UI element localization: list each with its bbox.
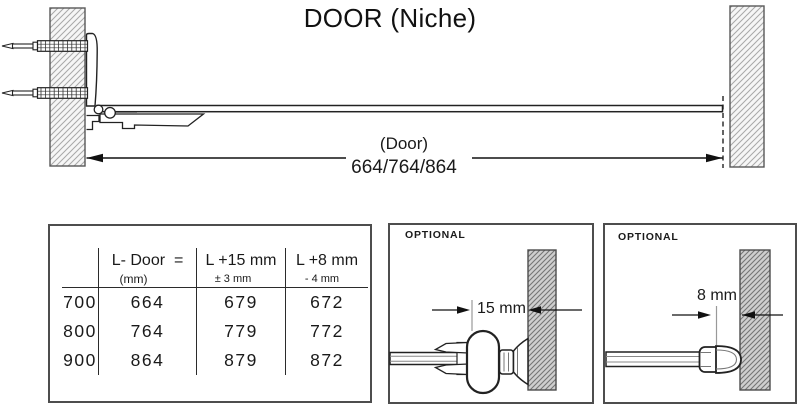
table-cell: 879 xyxy=(196,346,285,375)
table-header-l15: L +15 mm ± 3 mm xyxy=(196,248,285,288)
table-cell: 764 xyxy=(98,317,196,346)
table-header-empty xyxy=(62,248,98,288)
arrowhead-right-icon xyxy=(706,154,723,163)
screw-anchor-bottom xyxy=(2,88,88,99)
table-cell: 872 xyxy=(285,346,368,375)
table-cell: 772 xyxy=(285,317,368,346)
table-row-size: 900 xyxy=(63,350,97,370)
table-cell: 779 xyxy=(196,317,285,346)
hinge-clamp-plate xyxy=(100,114,204,129)
optional-label-8: OPTIONAL xyxy=(618,231,679,243)
optional-label-15: OPTIONAL xyxy=(405,229,466,241)
hinge-foot-bracket xyxy=(87,116,100,130)
page-title: DOOR (Niche) xyxy=(303,3,477,33)
hinge-screw-head xyxy=(105,108,116,119)
dimension-table-panel xyxy=(48,224,372,403)
table-header-l-door: L- Door = (mm) xyxy=(98,248,196,288)
screw-anchor-top xyxy=(2,41,88,52)
door-dimension-values: 664/764/864 xyxy=(351,157,457,178)
table-row-size: 700 xyxy=(63,292,97,312)
gap-dimension-8mm: 8 mm xyxy=(697,287,737,304)
gap-dimension-15mm: 15 mm xyxy=(477,300,526,317)
table-cell: 672 xyxy=(285,288,368,317)
table-cell: 864 xyxy=(98,346,196,375)
optional-8mm-panel xyxy=(603,223,797,404)
glass-door xyxy=(97,106,723,112)
arrowhead-left-icon xyxy=(87,154,104,163)
hinge-wall-plate xyxy=(87,34,98,107)
table-cell: 664 xyxy=(98,288,196,317)
table-row-size: 800 xyxy=(63,321,97,341)
dimension-table xyxy=(62,248,368,375)
door-dimension-label: (Door) xyxy=(379,134,429,153)
table-cell: 679 xyxy=(196,288,285,317)
table-header-l8: L +8 mm - 4 mm xyxy=(285,248,368,288)
hinge-pivot xyxy=(94,105,103,114)
